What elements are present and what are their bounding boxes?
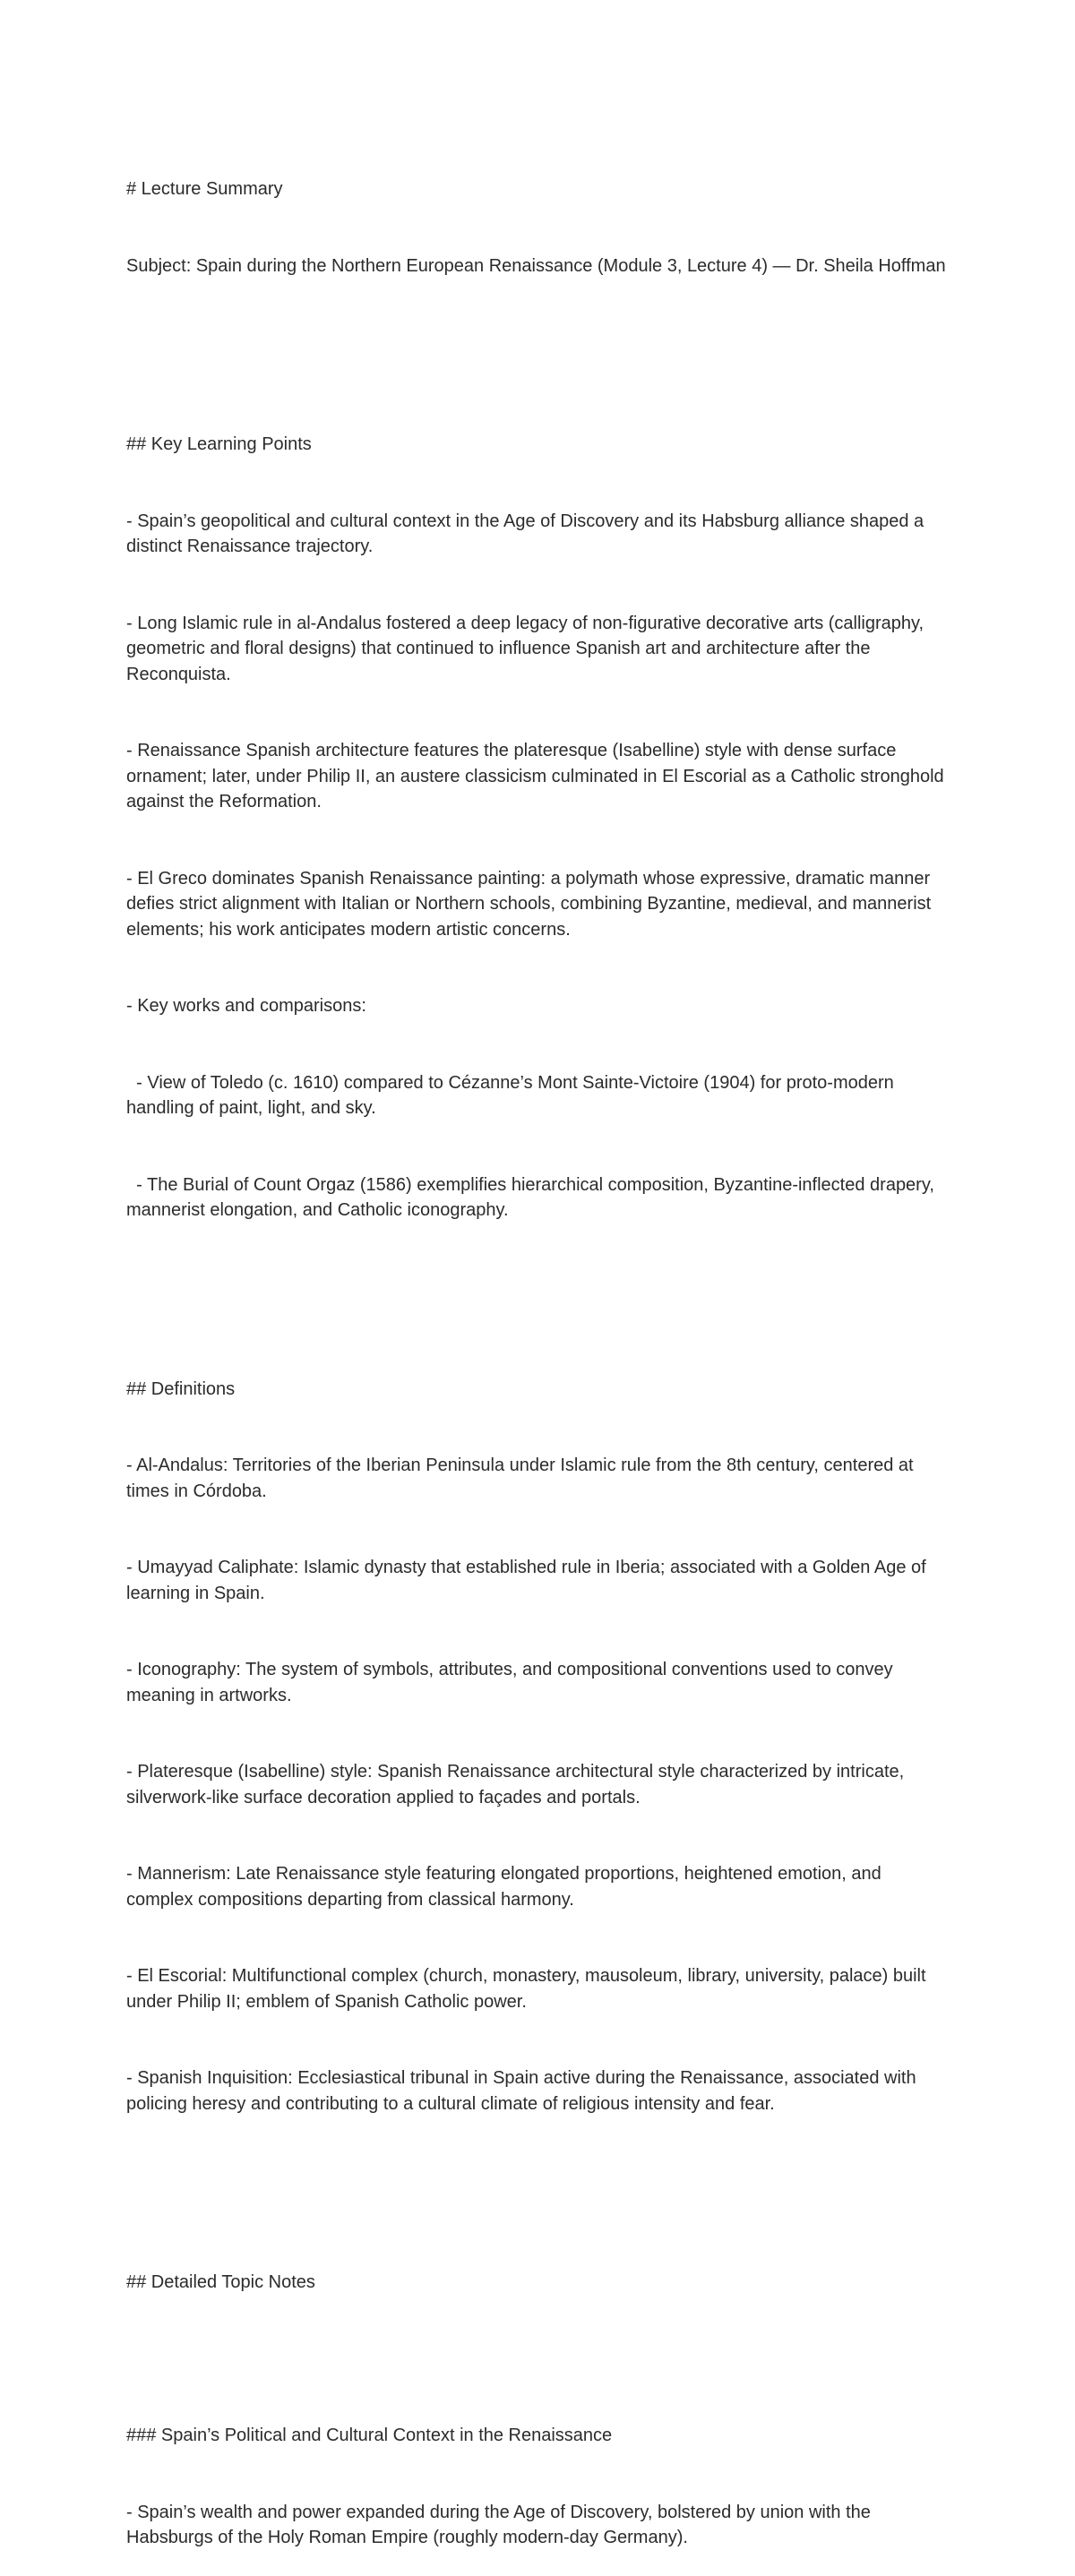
definition-item: - Umayyad Caliphate: Islamic dynasty that established rule in Iberia; associated with a Golden Age of learning in Spain. [126, 1558, 932, 1603]
definition-item: - Al-Andalus: Territories of the Iberian Peninsula under Islamic rule from the 8th century, centered at times in Córdoba. [126, 1455, 919, 1501]
definition-item: - Iconography: The system of symbols, attributes, and compositional conventions used to convey meaning in artworks. [126, 1660, 899, 1705]
document-title: # Lecture Summary [126, 179, 283, 199]
document-subject: Subject: Spain during the Northern European Renaissance (Module 3, Lecture 4) — Dr. Sheila Hoffman [126, 255, 946, 276]
spacer [126, 2347, 950, 2373]
spacer [126, 330, 950, 356]
definition-item: - Plateresque (Isabelline) style: Spanish Renaissance architectural style characterized by intricate, silverwork-like surface decoration applied to façades and portals. [126, 1762, 909, 1807]
key-point-item: - Key works and comparisons: [126, 996, 366, 1016]
detailed-notes-subheading: ### Spain’s Political and Cultural Context in the Renaissance [126, 2426, 613, 2445]
definitions-heading: ## Definitions [126, 1378, 236, 1399]
key-point-subitem: - View of Toledo (c. 1610) compared to Cézanne’s Mont Sainte-Victoire (1904) for proto-modern handling of paint, light, and sky. [126, 1072, 899, 1118]
key-point-item: - El Greco dominates Spanish Renaissance painting: a polymath whose expressive, dramatic manner defies strict alignment with Italian or Northern schools, combining Byzantine, medieval, and mannerist elements; his work anticipates modern artistic concerns. [126, 868, 936, 940]
detailed-note-item: - Spain’s wealth and power expanded during the Age of Discovery, bolstered by union with the Habsburgs of the Holy Roman Empire (roughly modern-day Germany). [126, 2502, 876, 2547]
spacer [126, 2168, 950, 2194]
definition-item: - Spanish Inquisition: Ecclesiastical tribunal in Spain active during the Renaissance, associated with policing heresy and contributing to a cultural climate of religious intensity and fear. [126, 2068, 922, 2114]
key-point-item: - Renaissance Spanish architecture features the plateresque (Isabelline) style with dense surface ornament; later, under Philip II, an austere classicism culminated in El Escorial as a Catholic stronghold against the Reformation. [126, 741, 950, 811]
detailed-notes-heading: ## Detailed Topic Notes [126, 2272, 315, 2292]
key-points-heading: ## Key Learning Points [126, 434, 312, 454]
key-point-subitem: - The Burial of Count Orgaz (1586) exemplifies hierarchical composition, Byzantine-inflected drapery, mannerist elongation, and Catholic iconography. [126, 1174, 940, 1220]
definition-item: - El Escorial: Multifunctional complex (church, monastery, mausoleum, library, university, palace) built under Philip II; emblem of Spanish Catholic power. [126, 1966, 932, 2012]
key-point-item: - Spain’s geopolitical and cultural context in the Age of Discovery and its Habsburg alliance shaped a distinct Renaissance trajectory. [126, 511, 929, 556]
spacer [126, 1275, 950, 1301]
key-point-item: - Long Islamic rule in al-Andalus fostered a deep legacy of non-figurative decorative arts (calligraphy, geometric and floral designs) that continued to influence Spanish art and architecture after the Reconquista. [126, 613, 929, 684]
definition-item: - Mannerism: Late Renaissance style featuring elongated proportions, heightened emotion, and complex compositions departing from classical harmony. [126, 1864, 887, 1910]
document-body [126, 125, 950, 2576]
